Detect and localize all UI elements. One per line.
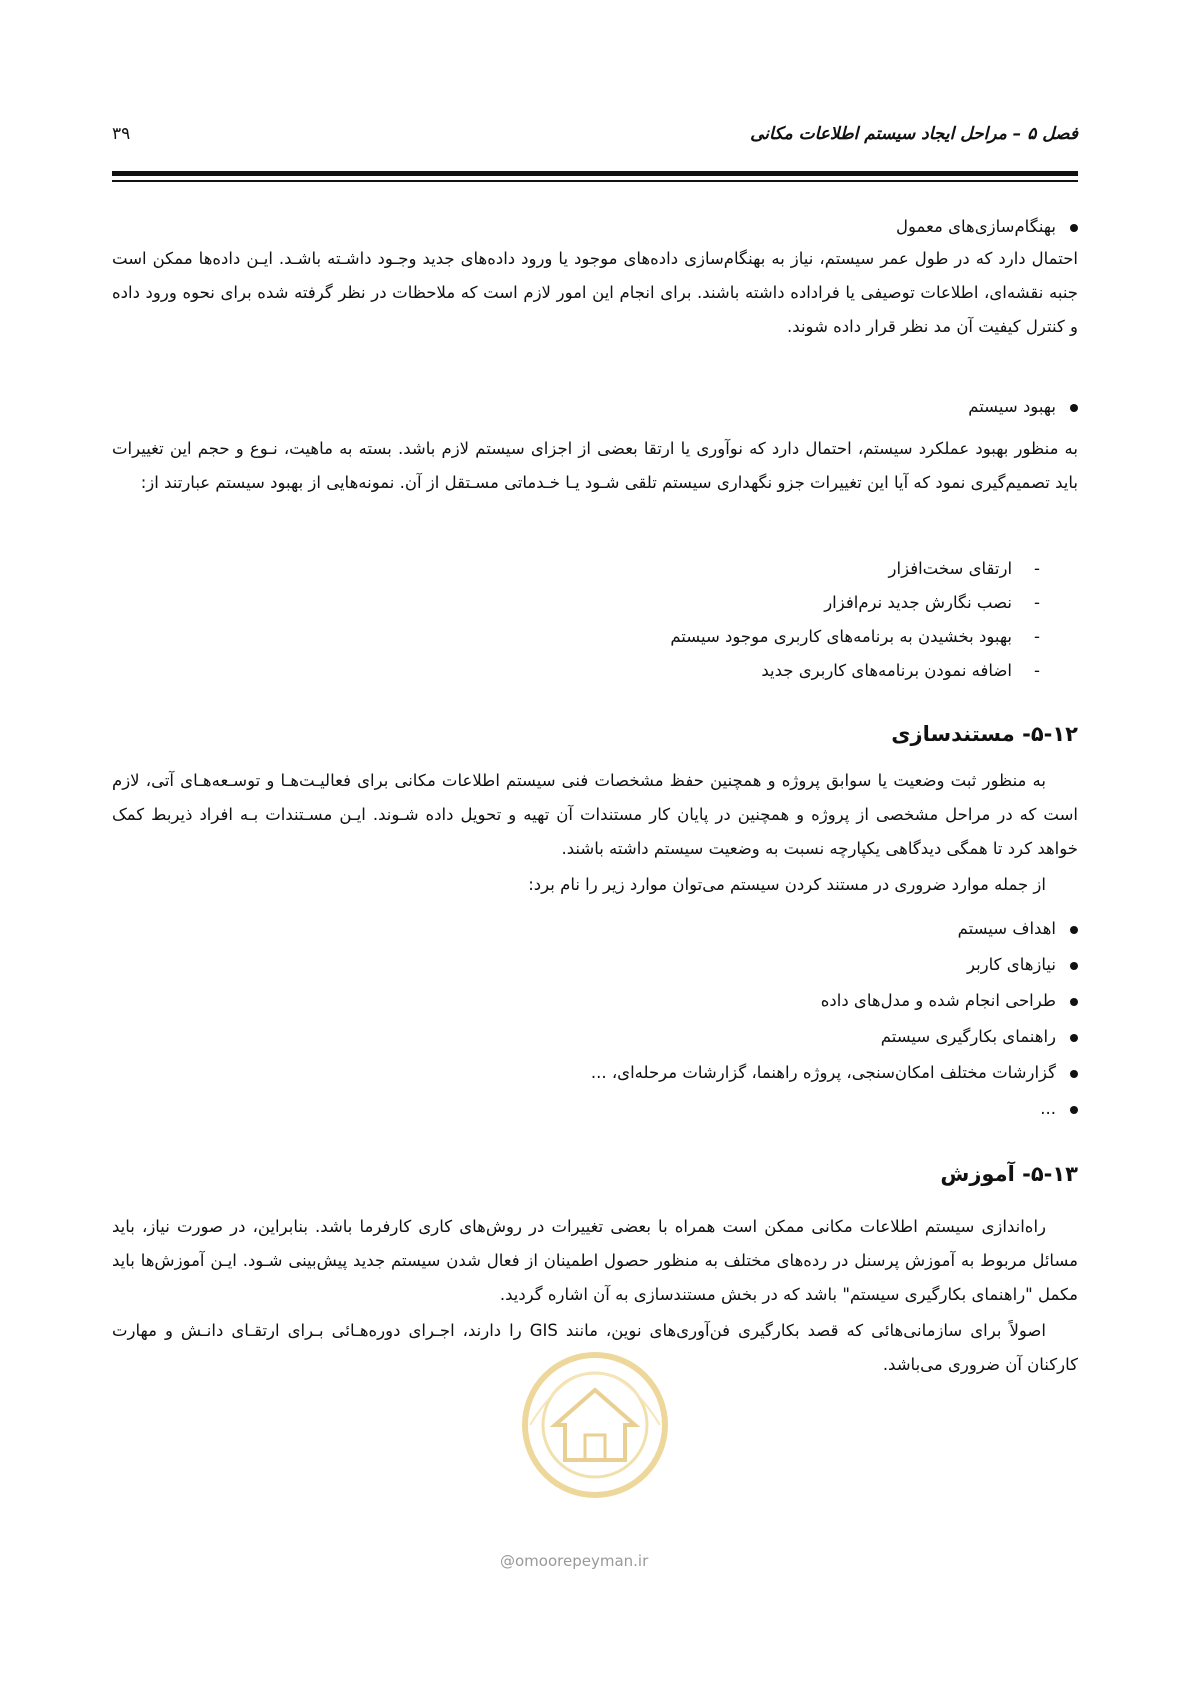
section-heading-documentation: ۵-۱۲- مستندسازی	[891, 722, 1078, 746]
bullet-dot-icon	[1070, 1070, 1078, 1078]
bullet-dot-icon	[1070, 224, 1078, 232]
list-item	[1040, 1094, 1078, 1124]
watermark-url: @omoorepeyman.ir	[500, 1552, 649, 1570]
list-item	[821, 986, 1078, 1016]
bullet-dot-icon	[1070, 962, 1078, 970]
bullet-dot-icon	[1070, 404, 1078, 412]
list-item-text: راهنمای بکارگیری سیستم	[880, 1027, 1056, 1046]
dash-mark: -	[1034, 593, 1040, 612]
page-header	[112, 124, 1078, 154]
bullet-text: بهنگام‌سازی‌های معمول	[895, 217, 1056, 236]
paragraph-training-2: اصولاً برای سازمانی‌هائی که قصد بکارگیری فن‌آوری‌های نوین، مانند GIS را دارند، اجـرای دوره‌هـائی بـرای ارتقـای دانـش و مهارت کارکنان آن ضروری می‌باشد.	[112, 1321, 1078, 1374]
bullet-dot-icon	[1070, 926, 1078, 934]
list-item-text: اضافه نمودن برنامه‌های کاربری جدید	[761, 661, 1013, 680]
list-item-text: گزارشات مختلف امکان‌سنجی، پروژه راهنما، گزارشات مرحله‌ای، ...	[590, 1063, 1056, 1082]
section-heading-training: ۵-۱۳- آموزش	[940, 1162, 1078, 1186]
list-item-text: اهداف سیستم	[957, 919, 1056, 938]
chapter-title: فصل ۵ – مراحل ایجاد سیستم اطلاعات مکانی	[750, 124, 1078, 144]
list-item	[967, 950, 1078, 980]
list-item-text: طراحی انجام شده و مدل‌های داده	[820, 991, 1056, 1010]
list-item	[881, 1022, 1078, 1052]
dash-mark: -	[1034, 661, 1040, 680]
paragraph-training-1: راه‌اندازی سیستم اطلاعات مکانی ممکن است همراه با بعضی تغییرات در روش‌های کاری کارفرما باشد. بنابراین، در صورت نیاز، باید مسائل مربوط به آموزش پرسنل در رده‌های مختلف به منظور حصول اطمینان از فعال شدن سیستم جدید پیش‌بینی شـود. ایـن آموزش‌ها باید مکمل "راهنمای بکارگیری سیستم" باشد که در بخش مستندسازی به آن اشاره گردید.	[112, 1217, 1078, 1304]
list-item-text: ارتقای سخت‌افزار	[888, 559, 1013, 578]
dash-mark: -	[1034, 559, 1040, 578]
bullet-text: بهبود سیستم	[968, 397, 1056, 416]
list-item	[670, 622, 1040, 652]
paragraph-documentation: به منظور ثبت وضعیت یا سوابق پروژه و همچنین حفظ مشخصات فنی سیستم اطلاعات مکانی برای فعالیـت‌هـا و توسـعه‌هـای آتی، لازم است که در مراحل مشخصی از پروژه و همچنین در پایان کار مستندات آن تهیه و تحویل داده شـوند. ایـن مسـتندات بـه افراد ذیربط کمک خواهد کرد تا همگی دیدگاهی یکپارچه نسبت به وضعیت سیستم داشته باشند.	[112, 771, 1078, 858]
header-rule-thin	[112, 180, 1078, 182]
list-item-text: بهبود بخشیدن به برنامه‌های کاربری موجود سیستم	[670, 627, 1013, 646]
bullet-improve	[968, 392, 1078, 422]
header-rule-thick	[112, 171, 1078, 176]
list-item-text: ...	[1040, 1099, 1056, 1118]
list-item	[889, 554, 1040, 584]
list-item	[761, 656, 1040, 686]
paragraph-updates: احتمال دارد که در طول عمر سیستم، نیاز به بهنگام‌سازی داده‌های موجود یا ورود داده‌های جدید وجـود داشـته باشـد. ایـن داده‌ها ممکن است جنبه نقشه‌ای، اطلاعات توصیفی یا فراداده داشته باشند. برای انجام این امور لازم است که ملاحظات در نظر گرفته شده برای نحوه ورود داده و کنترل کیفیت آن مد نظر قرار داده شوند.	[112, 249, 1078, 336]
list-item-text: نیازهای کاربر	[966, 955, 1056, 974]
dash-mark: -	[1034, 627, 1040, 646]
watermark-seal-icon	[510, 1330, 680, 1560]
paragraph-documentation-intro: از جمله موارد ضروری در مستند کردن سیستم می‌توان موارد زیر را نام برد:	[528, 875, 1046, 894]
list-item-text: نصب نگارش جدید نرم‌افزار	[824, 593, 1013, 612]
bullet-updates	[896, 212, 1078, 242]
bullet-dot-icon	[1070, 1106, 1078, 1114]
list-item	[824, 588, 1040, 618]
paragraph-improve: به منظور بهبود عملکرد سیستم، احتمال دارد که نوآوری یا ارتقا بعضی از اجزای سیستم لازم باشد. بسته به ماهیت، نـوع و حجم این تغییرات باید تصمیم‌گیری نمود که آیا این تغییرات جزو نگهداری سیستم تلقی شـود یـا خـدماتی مسـتقل از آن. نمونه‌هایی از بهبود سیستم عبارتند از:	[112, 439, 1078, 492]
list-item	[591, 1058, 1078, 1088]
page-number: ۳۹	[112, 124, 131, 144]
bullet-dot-icon	[1070, 998, 1078, 1006]
list-item	[958, 914, 1078, 944]
bullet-dot-icon	[1070, 1034, 1078, 1042]
